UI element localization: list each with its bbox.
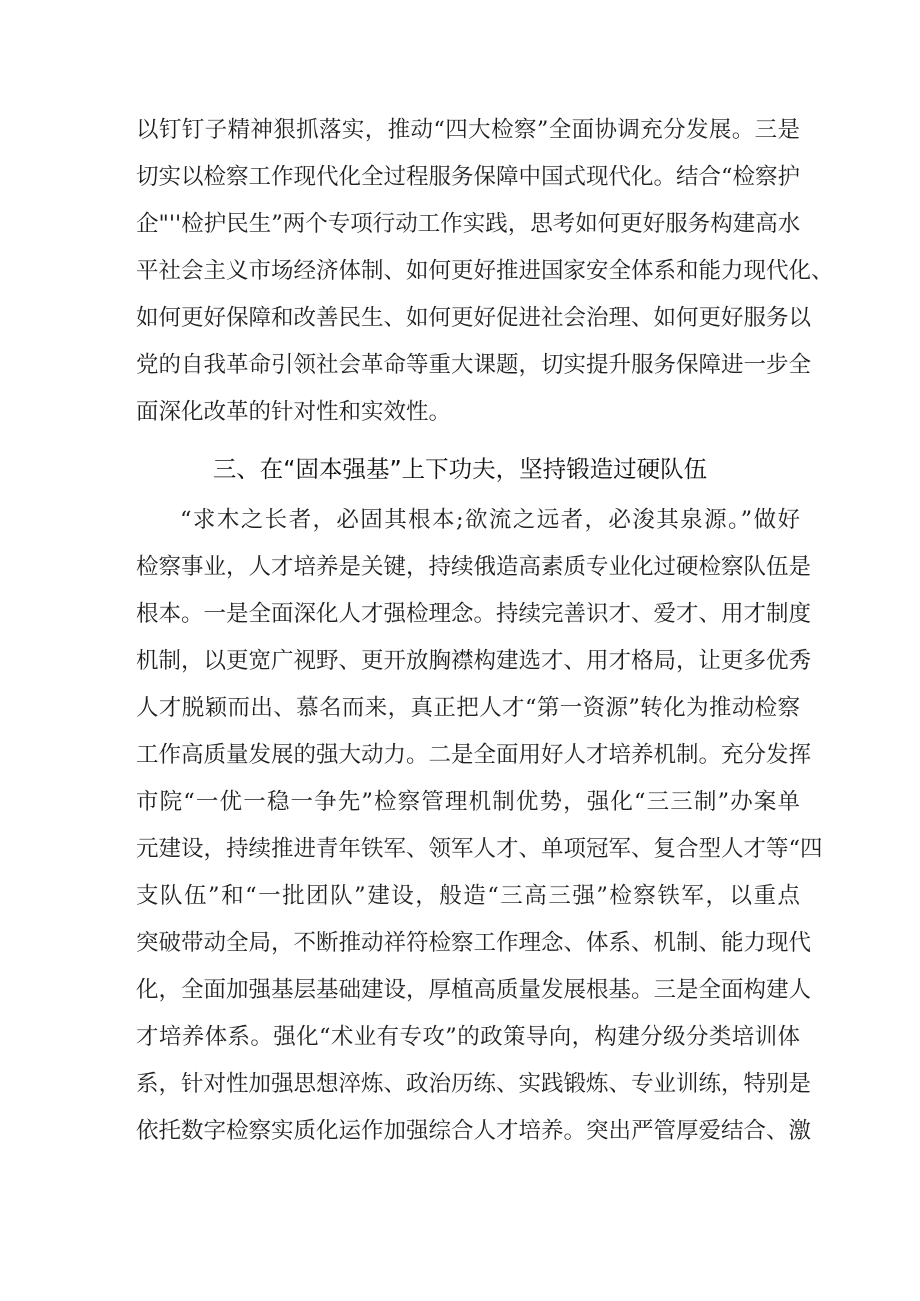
text-line: “求木之长者，必固其根本;欲流之远者，必浚其泉源。”做好 (180, 507, 800, 533)
text-line: 突破带动全局，不断推动祥符检察工作理念、体系、机制、能力现代 (136, 930, 812, 956)
text-line: 人才脱颖而出、慕名而来，真正把人才“第一资源”转化为推动检察 (136, 695, 800, 721)
text-line: 系，针对性加强思想淬炼、政治历练、实践锻炼、专业训练，特别是 (136, 1071, 812, 1097)
text-line: 化，全面加强基层基础建设，厚植高质量发展根基。三是全面构建人 (136, 977, 812, 1003)
text-line: 以钉钉子精神狠抓落实，推动“四大检察”全面协调充分发展。三是 (136, 117, 800, 143)
text-line: 机制，以更宽广视野、更开放胸襟构建选才、用才格局，让更多优秀 (136, 648, 812, 674)
text-line: 市院“一优一稳一争先”检察管理机制优势，强化“三三制”办案单 (136, 789, 800, 815)
text-line: 平社会主义市场经济体制、如何更好推进国家安全体系和能力现代化、 (136, 258, 834, 284)
text-line: 元建设，持续推进青年铁军、领军人才、单项冠军、复合型人才等“四 (136, 836, 823, 862)
text-line: 面深化改革的针对性和实效性。 (136, 399, 452, 425)
text-line: 切实以检察工作现代化全过程服务保障中国式现代化。结合“检察护 (136, 164, 801, 190)
section-heading: 三、在“固本强基”上下功夫，坚持锻造过硬队伍 (212, 455, 708, 483)
text-line: 如何更好保障和改善民生、如何更好促进社会治理、如何更好服务以 (136, 305, 812, 331)
text-line: 党的自我革命引领社会革命等重大课题，切实提升服务保障进一步全 (136, 352, 812, 378)
text-line: 根本。一是全面深化人才强检理念。持续完善识才、爱才、用才制度 (136, 601, 812, 627)
text-line: 工作高质量发展的强大动力。二是全面用好人才培养机制。充分发挥 (136, 742, 812, 768)
text-line: 检察事业，人才培养是关键，持续俄造高素质专业化过硬检察队伍是 (136, 554, 812, 580)
text-line: 支队伍”和“一批团队”建设，般造“三高三强”检察铁军，以重点 (136, 883, 800, 909)
text-line: 才培养体系。强化“术业有专攻”的政策导向，构建分级分类培训体 (136, 1024, 800, 1050)
text-line: 企"''检护民生”两个专项行动工作实践，思考如何更好服务构建高水 (136, 211, 801, 237)
text-line: 依托数字检察实质化运作加强综合人才培养。突出严管厚爱结合、激 (136, 1118, 812, 1144)
